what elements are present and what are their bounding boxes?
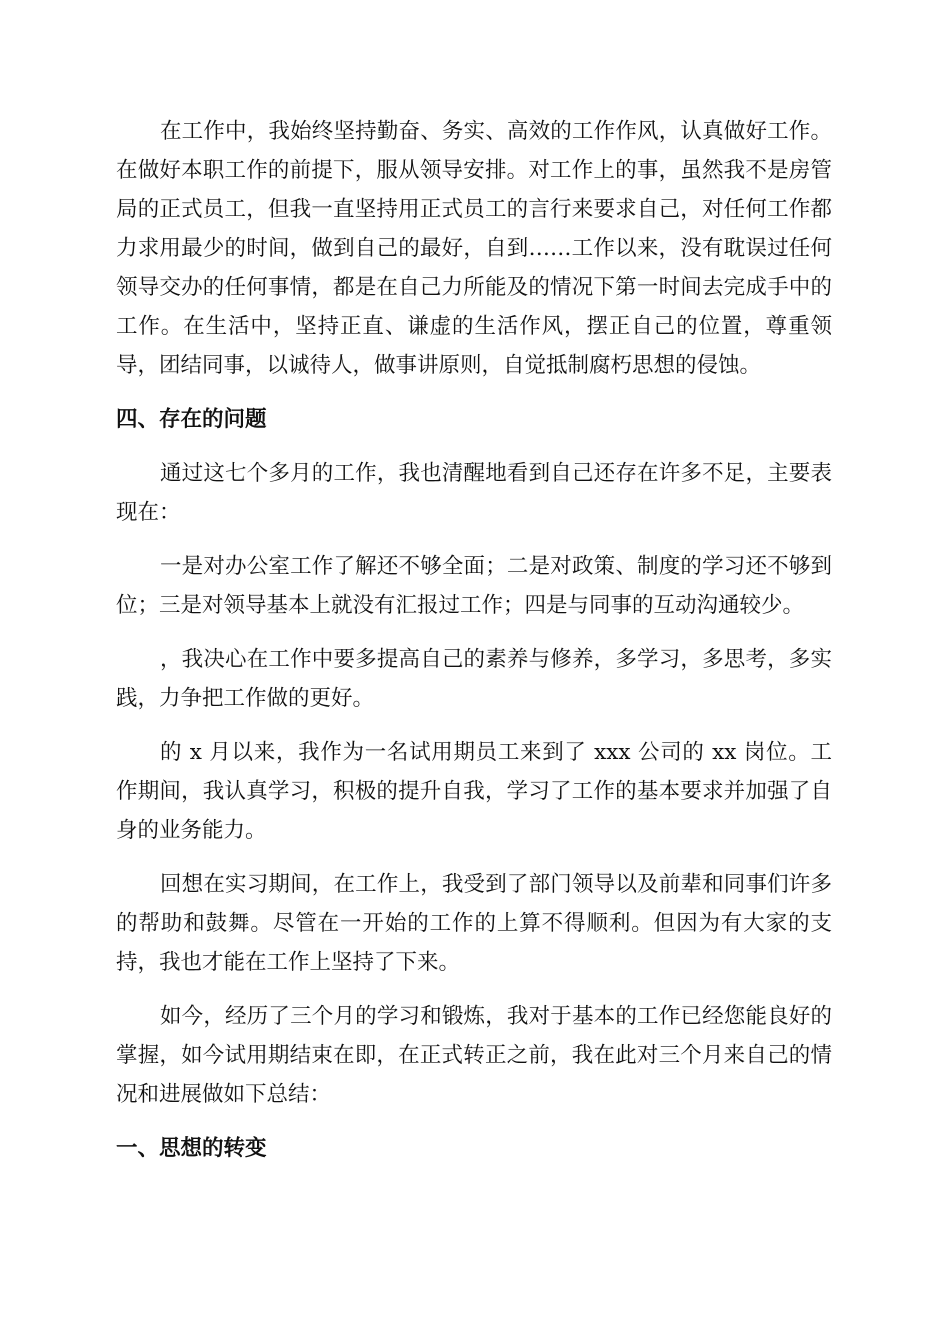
document-page [116,112,832,1183]
paragraph-shortcomings-list: 一是对办公室工作了解还不够全面；二是对政策、制度的学习还不够到位；三是对领导基本上就没有汇报过工作；四是与同事的互动沟通较少。 [116,554,832,618]
paragraph-shortcomings-intro: 通过这七个多月的工作，我也清醒地看到自己还存在许多不足，主要表现在： [116,461,832,525]
paragraph-summary-intro: 如今，经历了三个月的学习和锻炼，我对于基本的工作已经您能良好的掌握，如今试用期结束在即，在正式转正之前，我在此对三个月来自己的情况和进展做如下总结： [116,1004,832,1107]
paragraph-resolution: ，我决心在工作中要多提高自己的素养与修养，多学习，多思考，多实践，力争把工作做的更好。 [116,647,832,711]
paragraph-internship-reflection: 回想在实习期间，在工作上，我受到了部门领导以及前辈和同事们许多的帮助和鼓舞。尽管在一开始的工作的上算不得顺利。但因为有大家的支持，我也才能在工作上坚持了下来。 [116,872,832,975]
section-heading-mindset: 一、思想的转变 [116,1136,267,1161]
section-heading-problems: 四、存在的问题 [116,407,267,432]
paragraph-probation-intro: 的 x 月以来，我作为一名试用期员工来到了 xxx 公司的 xx 岗位。工作期间，我认真学习，积极的提升自我，学习了工作的基本要求并加强了自身的业务能力。 [116,740,832,843]
paragraph-work-attitude: 在工作中，我始终坚持勤奋、务实、高效的工作作风，认真做好工作。在做好本职工作的前提下，服从领导安排。对工作上的事，虽然我不是房管局的正式员工，但我一直坚持用正式员工的言行来要求自己，对任何工作都力求用最少的时间，做到自己的最好，自到……工作以来，没有耽误过任何领导交办的任何事情，都是在自己力所能及的情况下第一时间去完成手中的工作。在生活中，坚持正直、谦虚的生活作风，摆正自己的位置，尊重领导，团结同事，以诚待人，做事讲原则，自觉抵制腐朽思想的侵蚀。 [116,119,832,378]
